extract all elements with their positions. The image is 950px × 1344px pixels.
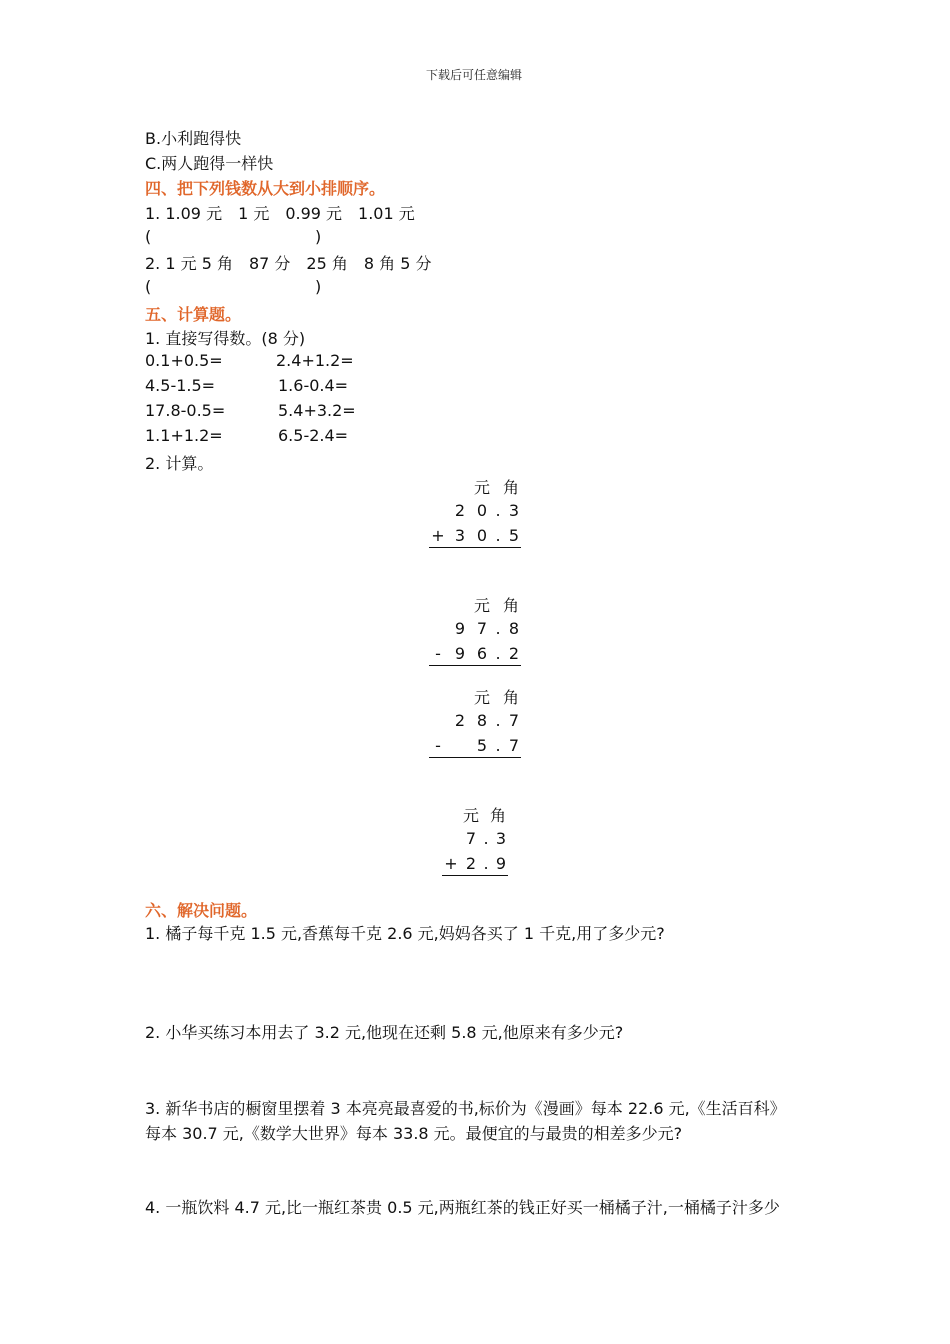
s6-question-3-line-2: 每本 30.7 元,《数学大世界》每本 33.8 元。最便宜的与最贵的相差多少元? (145, 1124, 683, 1143)
answer-line (429, 547, 521, 548)
mental-left: 1.1+1.2= (145, 426, 223, 445)
digit: . (495, 526, 501, 545)
s4-q2-blank-open: ( (145, 277, 152, 296)
digit: 2 (454, 711, 466, 730)
page-header: 下载后可任意编辑 (426, 68, 523, 82)
s5-sub-1: 1. 直接写得数。(8 分) (145, 329, 306, 348)
digit: . (495, 644, 501, 663)
answer-line (429, 665, 521, 666)
operator: - (435, 736, 441, 755)
unit-yuan: 元 (474, 688, 491, 707)
option-b: B.小利跑得快 (145, 129, 242, 148)
s6-question-3-line-1: 3. 新华书店的橱窗里摆着 3 本亮亮最喜爱的书,标价为《漫画》每本 22.6 元,《生活百科》 (145, 1099, 786, 1118)
unit-yuan: 元 (474, 596, 491, 615)
option-c: C.两人跑得一样快 (145, 154, 274, 173)
s4-question-2: 2. 1 元 5 角 87 分 25 角 8 角 5 分 (145, 254, 432, 273)
s5-sub-2: 2. 计算。 (145, 454, 214, 473)
s4-q1-blank-close: ) (315, 227, 322, 246)
digit: 3 (454, 526, 466, 545)
unit-jiao: 角 (503, 596, 520, 615)
mental-right: 1.6-0.4= (278, 376, 349, 395)
operator: + (444, 854, 458, 873)
digit: 3 (508, 501, 520, 520)
answer-line (429, 757, 521, 758)
digit: 5 (508, 526, 520, 545)
unit-yuan: 元 (474, 478, 491, 497)
s4-q2-blank-close: ) (315, 277, 322, 296)
digit: 8 (476, 711, 488, 730)
digit: 8 (508, 619, 520, 638)
mental-right: 5.4+3.2= (278, 401, 356, 420)
s4-q1-blank-open: ( (145, 227, 152, 246)
section-6-title: 六、解决问题。 (145, 901, 258, 920)
unit-jiao: 角 (490, 806, 507, 825)
section-4-title: 四、把下列钱数从大到小排顺序。 (145, 179, 386, 198)
digit: . (483, 854, 489, 873)
digit: 7 (508, 736, 520, 755)
s4-question-1: 1. 1.09 元 1 元 0.99 元 1.01 元 (145, 204, 415, 223)
digit: 5 (476, 736, 488, 755)
digit: 7 (465, 829, 477, 848)
digit: 7 (476, 619, 488, 638)
mental-left: 17.8-0.5= (145, 401, 226, 420)
section-5-title: 五、计算题。 (145, 305, 242, 324)
s6-question-1: 1. 橘子每千克 1.5 元,香蕉每千克 2.6 元,妈妈各买了 1 千克,用了多少元? (145, 924, 665, 943)
digit: 9 (454, 644, 466, 663)
digit: 2 (465, 854, 477, 873)
digit: . (495, 619, 501, 638)
unit-jiao: 角 (503, 688, 520, 707)
mental-left: 0.1+0.5= (145, 351, 223, 370)
digit: 3 (495, 829, 507, 848)
digit: 9 (495, 854, 507, 873)
digit: . (483, 829, 489, 848)
digit: . (495, 501, 501, 520)
digit: 2 (454, 501, 466, 520)
mental-left: 4.5-1.5= (145, 376, 216, 395)
s6-question-4: 4. 一瓶饮料 4.7 元,比一瓶红茶贵 0.5 元,两瓶红茶的钱正好买一桶橘子汁,一桶橘子汁多少 (145, 1198, 780, 1217)
digit: 7 (508, 711, 520, 730)
digit: 2 (508, 644, 520, 663)
unit-jiao: 角 (503, 478, 520, 497)
digit: 0 (476, 526, 488, 545)
operator: + (431, 526, 445, 545)
digit: . (495, 736, 501, 755)
unit-yuan: 元 (463, 806, 480, 825)
operator: - (435, 644, 441, 663)
digit: 9 (454, 619, 466, 638)
digit: 6 (476, 644, 488, 663)
answer-line (442, 875, 508, 876)
digit: 0 (476, 501, 488, 520)
mental-right: 6.5-2.4= (278, 426, 349, 445)
s6-question-2: 2. 小华买练习本用去了 3.2 元,他现在还剩 5.8 元,他原来有多少元? (145, 1023, 624, 1042)
mental-right: 2.4+1.2= (276, 351, 354, 370)
digit: . (495, 711, 501, 730)
